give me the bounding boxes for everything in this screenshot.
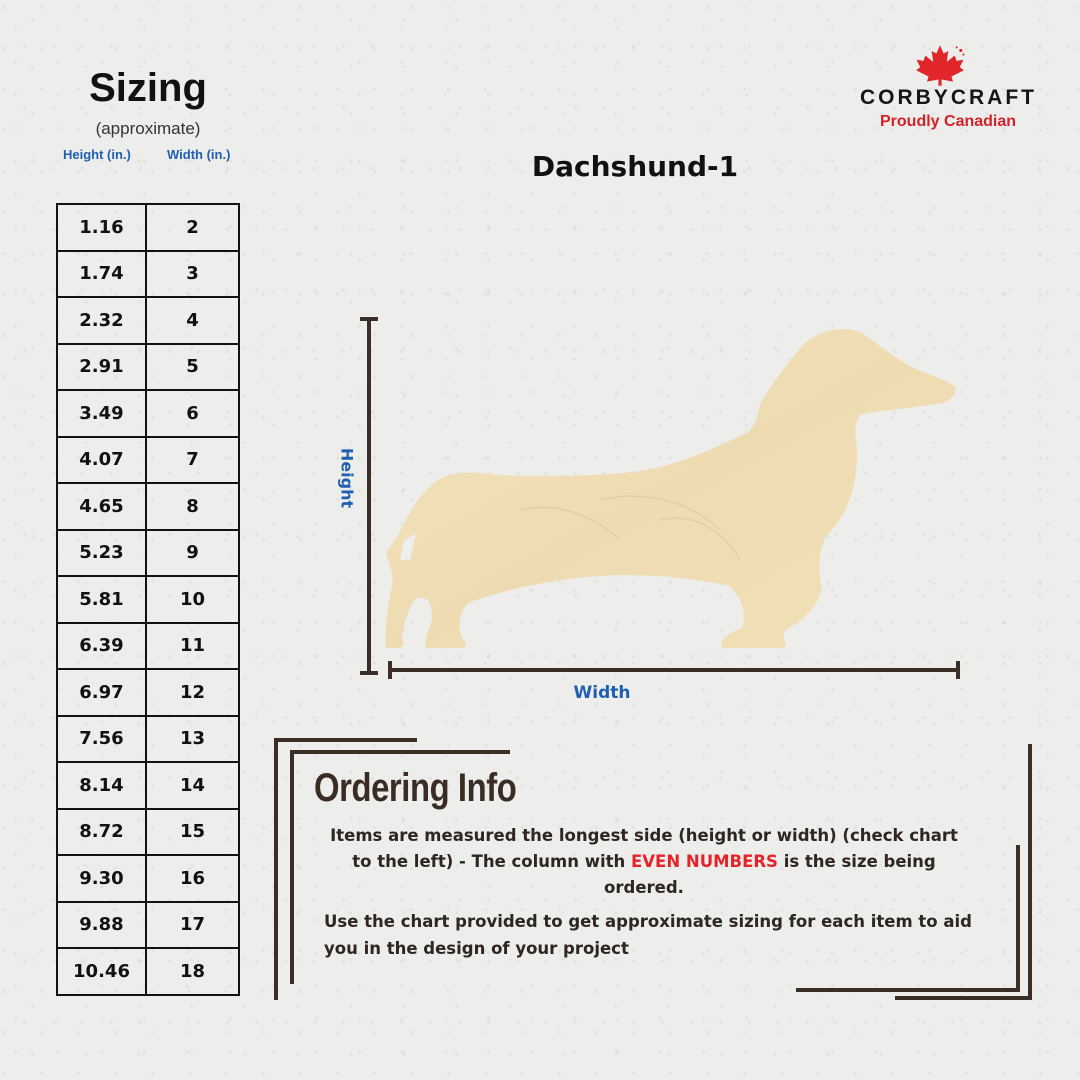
height-cell: 6.39 bbox=[57, 623, 146, 670]
width-cell: 4 bbox=[146, 297, 239, 344]
width-column-header: Width (in.) bbox=[167, 147, 231, 162]
height-cell: 2.91 bbox=[57, 344, 146, 391]
height-cell: 1.74 bbox=[57, 251, 146, 298]
ordering-p1-highlight: EVEN NUMBERS bbox=[631, 852, 778, 871]
maple-leaf-icon bbox=[914, 44, 966, 86]
height-cell: 1.16 bbox=[57, 204, 146, 251]
ordering-info-paragraph-2: Use the chart provided to get approximate sizing for each item to aid you in the design of your project bbox=[324, 912, 972, 958]
dachshund-silhouette bbox=[380, 320, 960, 660]
frame-left-inner bbox=[290, 750, 294, 984]
product-title: Dachshund-1 bbox=[531, 150, 739, 183]
ordering-info-paragraph-1 bbox=[318, 823, 970, 901]
ordering-info-title: Ordering Info bbox=[314, 766, 517, 810]
table-row bbox=[57, 576, 239, 623]
height-cell: 7.56 bbox=[57, 716, 146, 763]
sizing-subtitle: (approximate) bbox=[95, 119, 201, 138]
width-cell: 18 bbox=[146, 948, 239, 995]
height-cell: 2.32 bbox=[57, 297, 146, 344]
frame-bottom-outer bbox=[895, 996, 1032, 1000]
width-cell: 14 bbox=[146, 762, 239, 809]
width-cell: 3 bbox=[146, 251, 239, 298]
ordering-p1-end: is the size being ordered. bbox=[604, 852, 936, 897]
width-cell: 7 bbox=[146, 437, 239, 484]
brand-name: CORBYCRAFT bbox=[860, 86, 1037, 109]
width-cell: 10 bbox=[146, 576, 239, 623]
width-cell: 17 bbox=[146, 902, 239, 949]
table-row bbox=[57, 251, 239, 298]
sizing-title: Sizing bbox=[89, 66, 207, 110]
table-row bbox=[57, 483, 239, 530]
frame-bottom-inner bbox=[796, 988, 1020, 992]
table-row bbox=[57, 297, 239, 344]
width-cell: 8 bbox=[146, 483, 239, 530]
table-row bbox=[57, 669, 239, 716]
height-label-text: Height bbox=[337, 447, 357, 509]
frame-top-inner bbox=[290, 750, 510, 754]
width-cell: 9 bbox=[146, 530, 239, 577]
table-row bbox=[57, 762, 239, 809]
height-cell: 4.65 bbox=[57, 483, 146, 530]
frame-top-outer bbox=[274, 738, 417, 742]
height-cell: 10.46 bbox=[57, 948, 146, 995]
sizing-table bbox=[56, 203, 240, 996]
height-cell: 9.88 bbox=[57, 902, 146, 949]
width-cell: 2 bbox=[146, 204, 239, 251]
width-cell: 11 bbox=[146, 623, 239, 670]
frame-right-outer bbox=[1028, 744, 1032, 1000]
width-cell: 15 bbox=[146, 809, 239, 856]
height-cell: 9.30 bbox=[57, 855, 146, 902]
height-cell: 5.23 bbox=[57, 530, 146, 577]
width-cell: 5 bbox=[146, 344, 239, 391]
width-cell: 16 bbox=[146, 855, 239, 902]
height-cell: 8.72 bbox=[57, 809, 146, 856]
brand-tagline: Proudly Canadian bbox=[880, 113, 1017, 130]
table-row bbox=[57, 623, 239, 670]
ordering-p1-start: Items are measured the longest side (height or width) (check chart to the left) - The column with bbox=[330, 826, 958, 871]
width-cell: 13 bbox=[146, 716, 239, 763]
table-row bbox=[57, 809, 239, 856]
height-cell: 6.97 bbox=[57, 669, 146, 716]
width-label: Width bbox=[573, 683, 631, 703]
table-row bbox=[57, 948, 239, 995]
table-row bbox=[57, 204, 239, 251]
table-row bbox=[57, 344, 239, 391]
height-column-header: Height (in.) bbox=[63, 147, 131, 162]
height-label bbox=[328, 443, 366, 513]
width-dimension-line bbox=[386, 658, 964, 682]
table-row bbox=[57, 530, 239, 577]
height-cell: 8.14 bbox=[57, 762, 146, 809]
height-cell: 5.81 bbox=[57, 576, 146, 623]
height-cell: 4.07 bbox=[57, 437, 146, 484]
table-row bbox=[57, 390, 239, 437]
height-cell: 3.49 bbox=[57, 390, 146, 437]
table-row bbox=[57, 437, 239, 484]
table-row bbox=[57, 855, 239, 902]
width-cell: 12 bbox=[146, 669, 239, 716]
table-row bbox=[57, 902, 239, 949]
table-row bbox=[57, 716, 239, 763]
width-cell: 6 bbox=[146, 390, 239, 437]
frame-right-inner bbox=[1016, 845, 1020, 990]
frame-left-outer bbox=[274, 738, 278, 1000]
sizing-table-body bbox=[57, 204, 239, 995]
